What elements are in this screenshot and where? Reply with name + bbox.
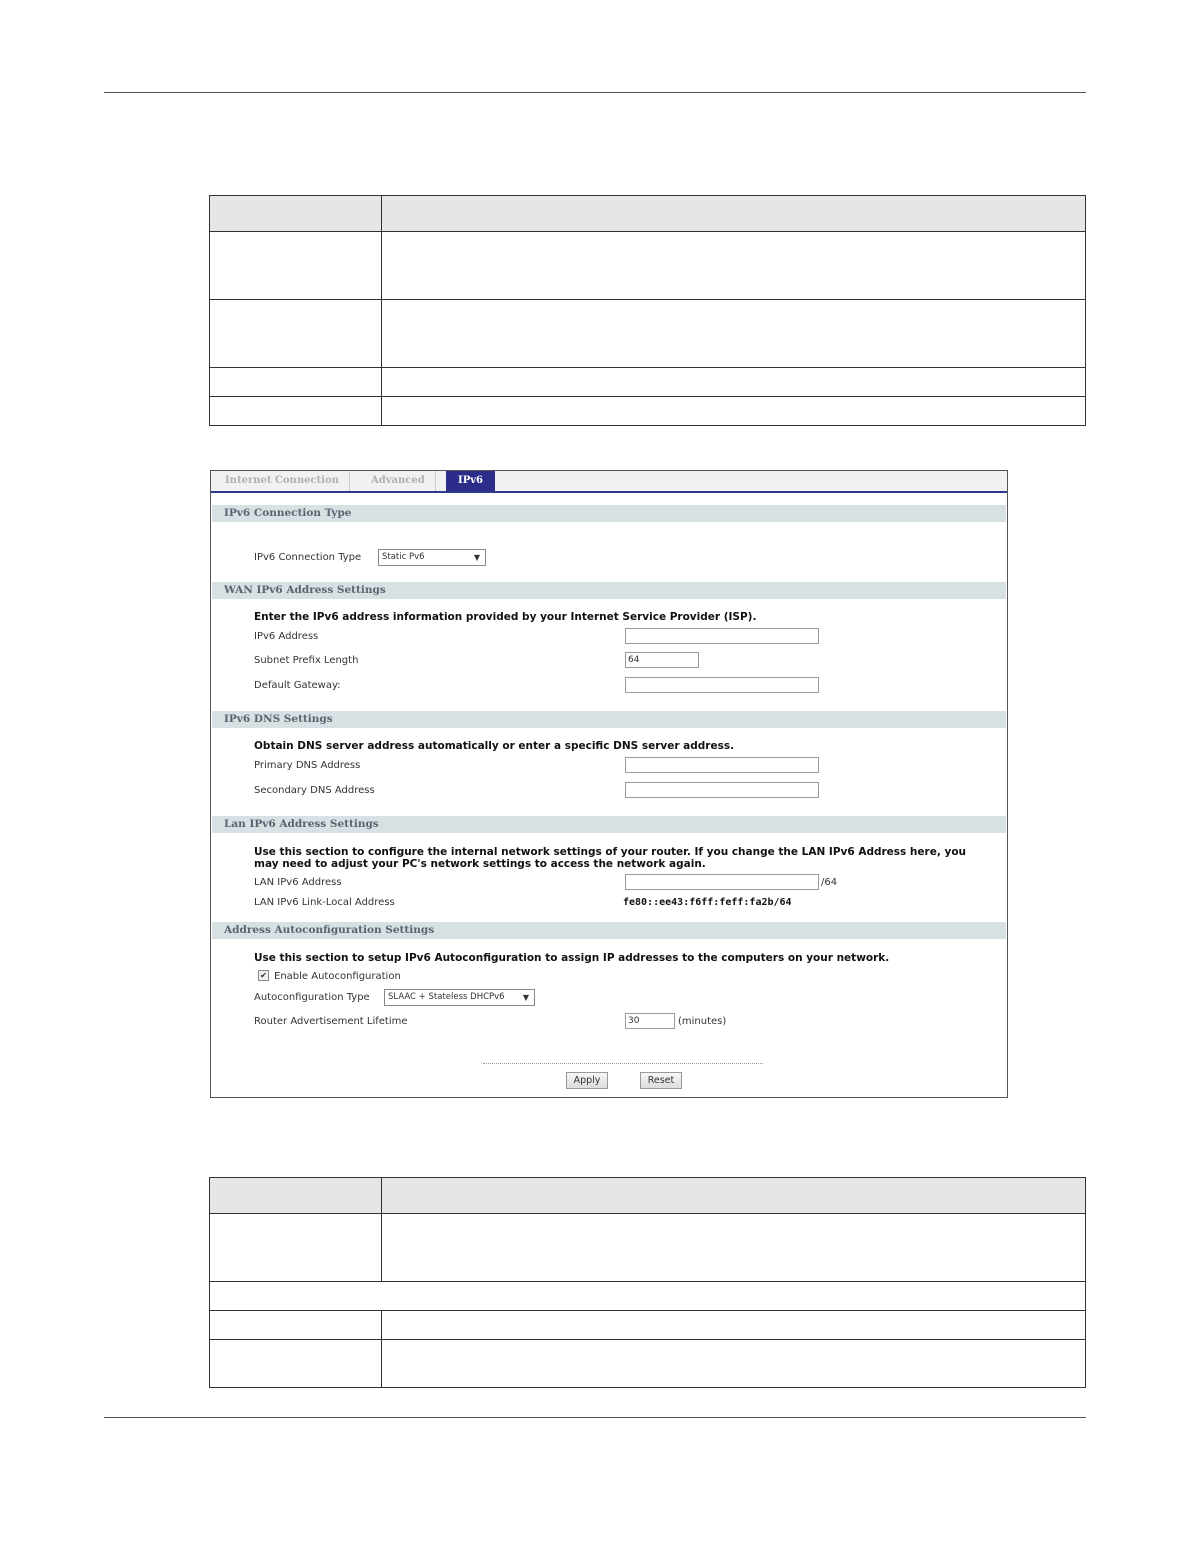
button-divider: [483, 1063, 763, 1064]
autoconfig-type-value: SLAAC + Stateless DHCPv6: [388, 992, 505, 1002]
subnet-prefix-input[interactable]: 64: [625, 652, 699, 668]
connection-type-value: Static Pv6: [382, 552, 425, 562]
default-gateway-input[interactable]: [625, 677, 819, 693]
connection-type-label: IPv6 Connection Type: [254, 552, 362, 563]
section-lan: Lan IPv6 Address Settings: [212, 816, 1006, 833]
ipv6-settings-panel: [210, 470, 1008, 1098]
section-autoconfig: Address Autoconfiguration Settings: [212, 922, 1006, 939]
tab-advanced[interactable]: Advanced: [361, 471, 436, 491]
apply-button[interactable]: Apply: [566, 1072, 608, 1089]
primary-dns-input[interactable]: [625, 757, 819, 773]
tab-bar: [211, 471, 1007, 493]
lan-address-suffix: /64: [821, 877, 838, 888]
lan-intro-line1: Use this section to configure the internal network settings of your router. If you change the LAN IPv6 Address here, you: [254, 846, 967, 858]
ra-lifetime-input[interactable]: 30: [625, 1013, 675, 1029]
autoconfig-type-select[interactable]: [384, 989, 535, 1006]
autoconfig-type-label: Autoconfiguration Type: [254, 992, 370, 1003]
ra-lifetime-label: Router Advertisement Lifetime: [254, 1016, 408, 1027]
link-local-value: fe80::ee43:f6ff:feff:fa2b/64: [623, 897, 792, 908]
section-wan: WAN IPv6 Address Settings: [212, 582, 1006, 599]
ipv6-address-label: IPv6 Address: [254, 631, 319, 642]
primary-dns-label: Primary DNS Address: [254, 760, 361, 771]
connection-type-select[interactable]: [378, 549, 486, 566]
autoconfig-intro: Use this section to setup IPv6 Autoconfiguration to assign IP addresses to the computers on your network.: [254, 952, 890, 964]
dns-intro: Obtain DNS server address automatically or enter a specific DNS server address.: [254, 740, 735, 752]
top-rule: [104, 92, 1086, 93]
tab-internet-connection[interactable]: Internet Connection: [215, 471, 350, 491]
tab-ipv6[interactable]: IPv6: [446, 471, 495, 491]
lan-intro-line2: may need to adjust your PC's network settings to access the network again.: [254, 858, 706, 870]
lan-address-label: LAN IPv6 Address: [254, 877, 342, 888]
link-local-label: LAN IPv6 Link-Local Address: [254, 897, 395, 908]
secondary-dns-input[interactable]: [625, 782, 819, 798]
ra-lifetime-unit: (minutes): [678, 1016, 727, 1027]
enable-autoconfig-checkbox[interactable]: ✔: [258, 970, 269, 981]
bottom-rule: [104, 1417, 1086, 1418]
enable-autoconfig-label: Enable Autoconfiguration: [274, 971, 401, 982]
reset-button[interactable]: Reset: [640, 1072, 682, 1089]
ipv6-address-input[interactable]: [625, 628, 819, 644]
section-connection-type: IPv6 Connection Type: [212, 505, 1006, 522]
reference-table-top: [209, 195, 1086, 426]
lan-address-input[interactable]: [625, 874, 819, 890]
dropdown-arrow-icon: ▼: [522, 993, 529, 1002]
secondary-dns-label: Secondary DNS Address: [254, 785, 375, 796]
wan-intro: Enter the IPv6 address information provided by your Internet Service Provider (ISP).: [254, 611, 757, 623]
default-gateway-label: Default Gateway:: [254, 680, 341, 691]
section-dns: IPv6 DNS Settings: [212, 711, 1006, 728]
subnet-prefix-label: Subnet Prefix Length: [254, 655, 359, 666]
reference-table-bottom: [209, 1177, 1086, 1388]
dropdown-arrow-icon: ▼: [473, 553, 480, 562]
